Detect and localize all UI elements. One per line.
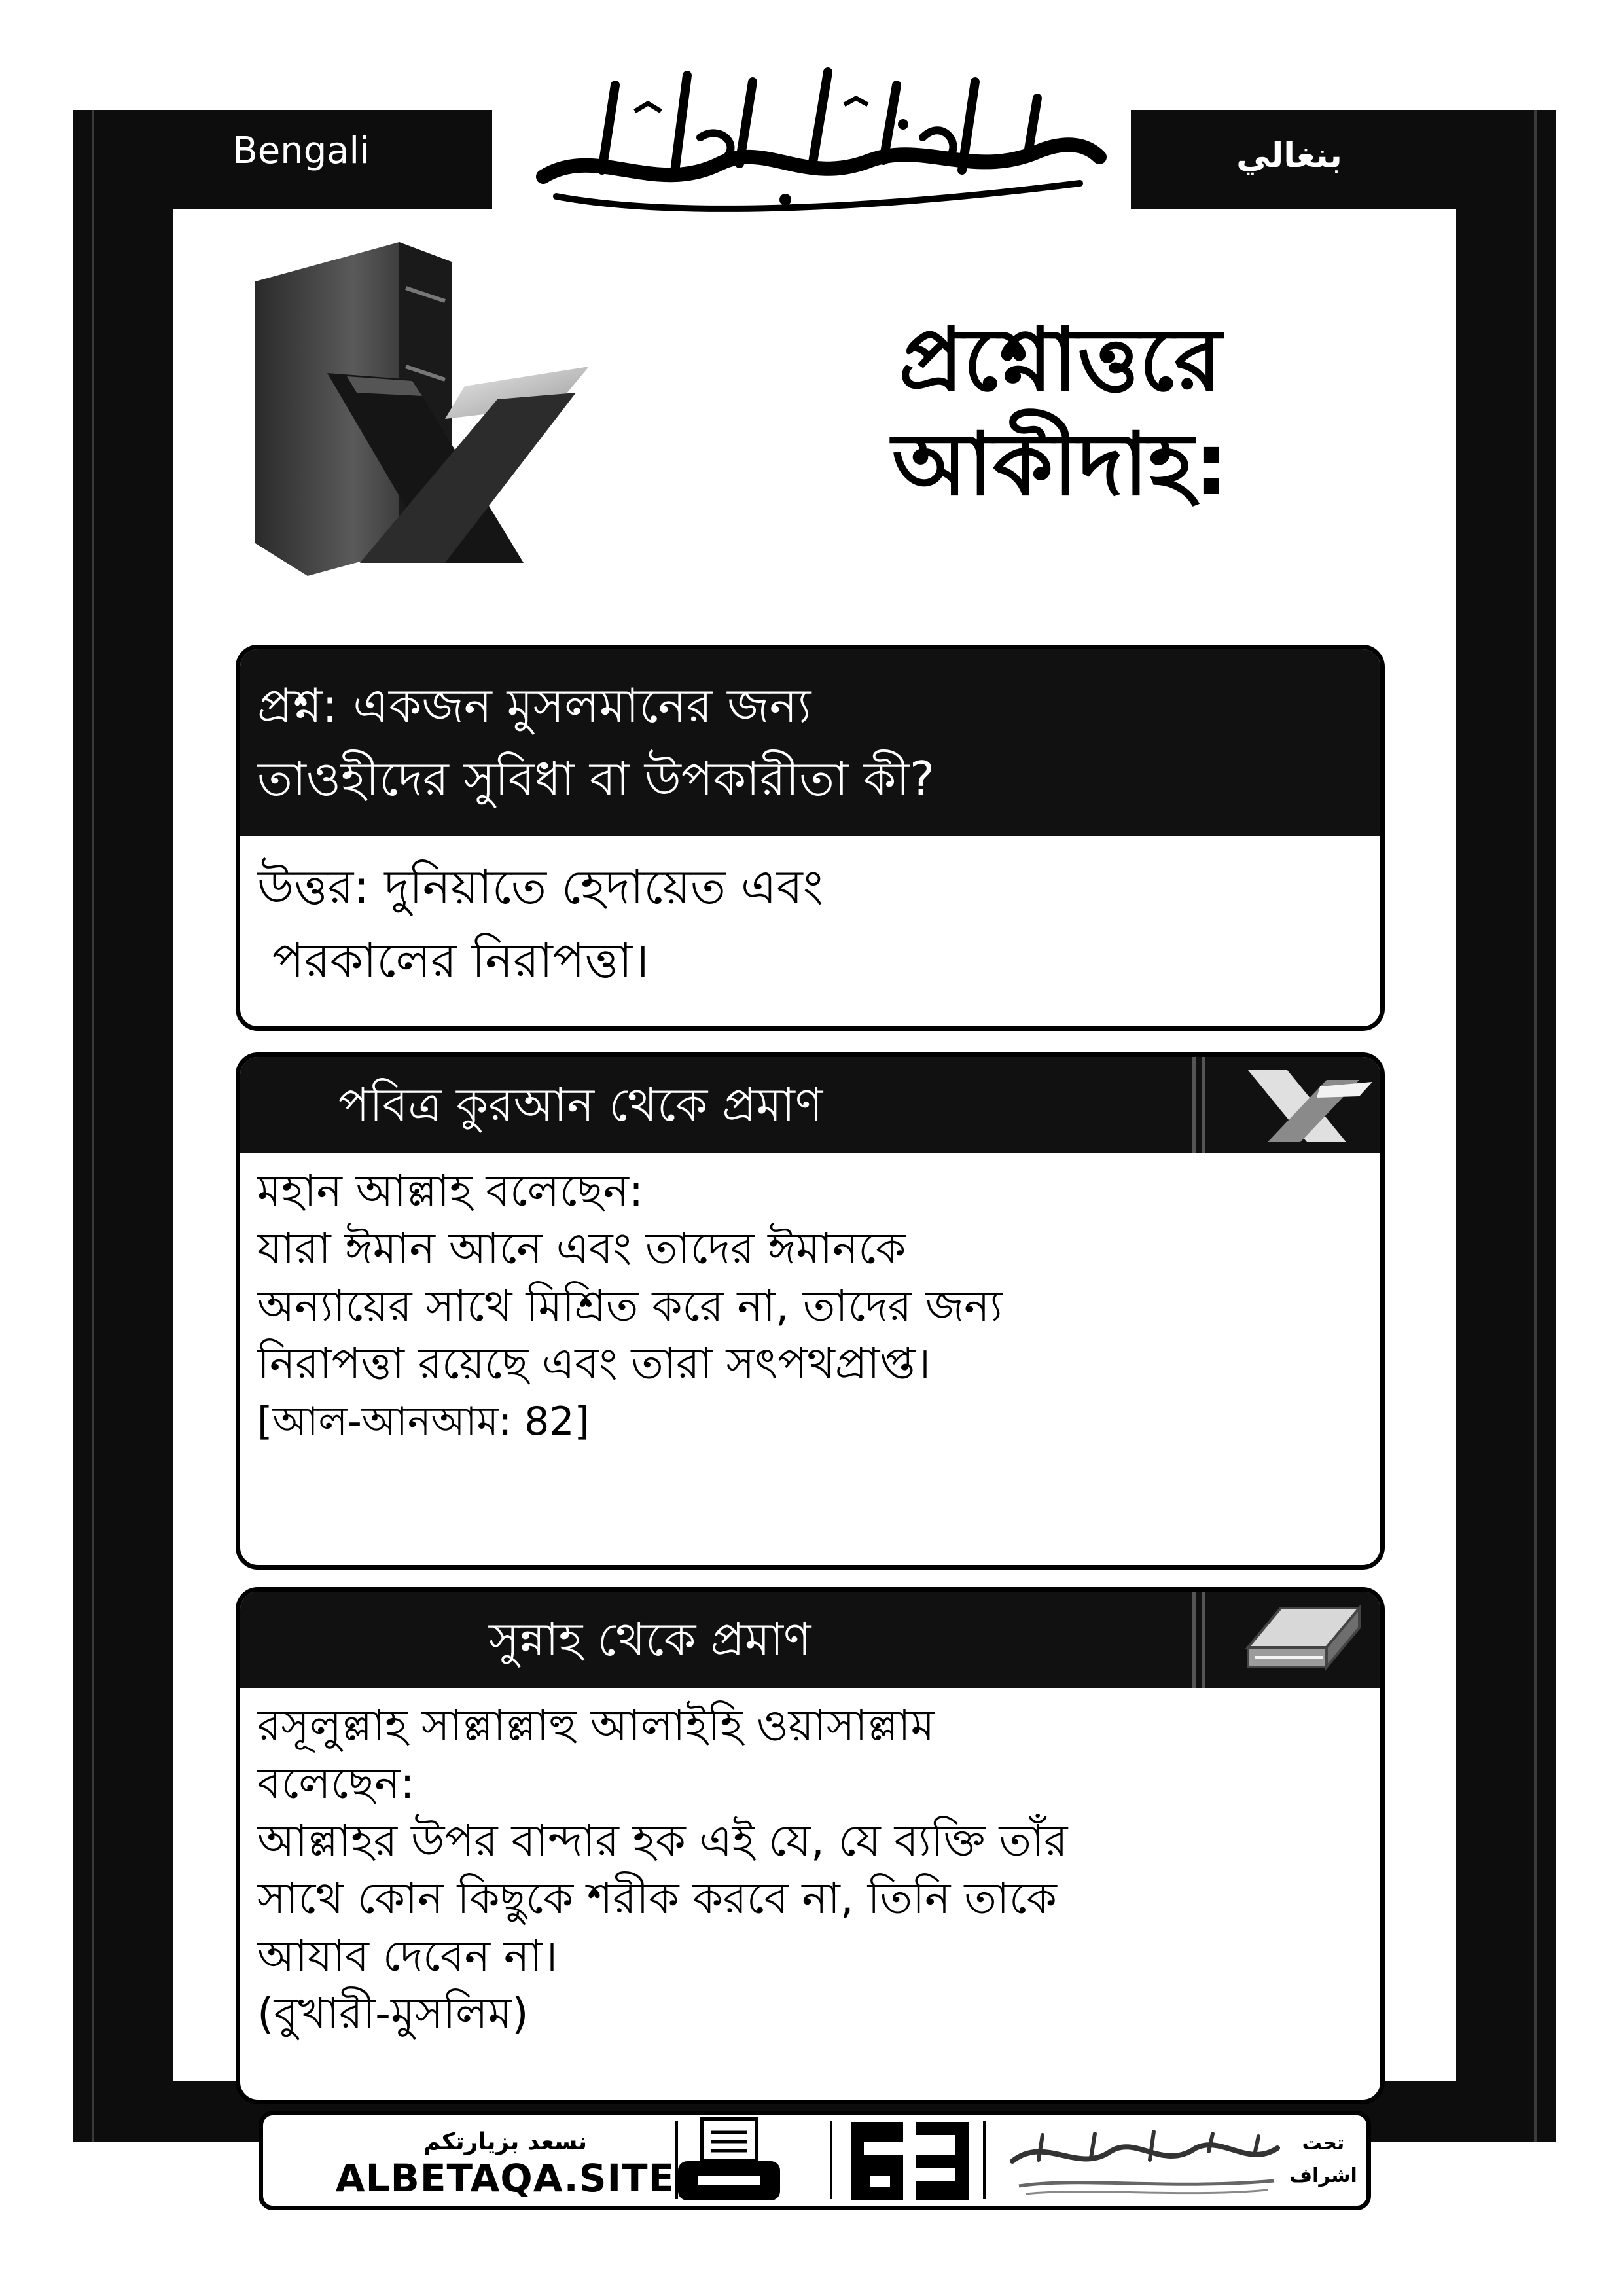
site-link[interactable]: ALBETAQA.SITE <box>335 2156 675 2200</box>
frame-left-bar <box>73 110 173 2142</box>
header-divider <box>1192 1592 1196 1688</box>
closed-book-icon <box>1202 1592 1385 1688</box>
basmala-calligraphy <box>504 46 1119 223</box>
question-line: প্রশ্ন: একজন মুসলমানের জন্য <box>257 678 812 733</box>
footer-divider <box>983 2121 986 2199</box>
sunnah-evidence-title: সুন্নাহ থেকে প্রমাণ <box>489 1613 812 1666</box>
sunnah-line: সাথে কোন কিছুকে শরীক করবে না, তিনি তাকে <box>257 1873 1057 1924</box>
frame-right-bar <box>1456 110 1556 2142</box>
page-title-line: প্রশ্নোত্তরে <box>899 310 1222 410</box>
visit-text: نسعد بزيارتكم <box>423 2128 588 2155</box>
quran-line: যারা ঈমান আনে এবং তাদের ঈমানকে <box>257 1223 906 1274</box>
supervision-label <box>1284 2127 1363 2193</box>
supervision-line: تحت <box>1302 2132 1345 2155</box>
page-title-line: আকীদাহ: <box>892 414 1228 515</box>
sunnah-line: আল্লাহর উপর বান্দার হক এই যে, যে ব্যক্তি তাঁর <box>257 1816 1068 1866</box>
supervision-line: اشراف <box>1289 2164 1357 2187</box>
dawa-waraqa-logo <box>844 2115 975 2207</box>
question-answer-card <box>236 645 1385 1031</box>
quran-book-icon <box>249 236 602 589</box>
frame-stripe <box>92 110 94 2142</box>
sunnah-line: বলেছেন: <box>257 1758 415 1808</box>
sunnah-line: রসূলুল্লাহ সাল্লাল্লাহু আলাইহি ওয়াসাল্লাম <box>257 1700 935 1751</box>
quran-evidence-title: পবিত্র কুরআন থেকে প্রমাণ <box>338 1078 823 1132</box>
book-stand-icon <box>1202 1057 1385 1153</box>
answer-text <box>257 850 823 997</box>
header-divider <box>1192 1057 1196 1153</box>
sunnah-evidence-card <box>236 1587 1385 2104</box>
footer-bar <box>259 2111 1371 2210</box>
quran-line: অন্যায়ের সাথে মিশ্রিত করে না, তাদের জন্য <box>257 1281 1003 1331</box>
sunnah-line: আযাব দেবেন না। <box>257 1931 558 1981</box>
quran-evidence-card <box>236 1052 1385 1570</box>
sunnah-evidence-text <box>257 1697 1067 2043</box>
sunnah-evidence-header <box>240 1592 1380 1688</box>
page-title <box>772 308 1348 517</box>
sunnah-line: (বুখারী-মুসলিম) <box>257 1988 529 2039</box>
quran-evidence-header <box>240 1057 1380 1153</box>
language-label-english: Bengali <box>232 130 370 172</box>
quran-evidence-text <box>257 1162 1003 1450</box>
question-text <box>257 669 935 816</box>
quran-line: মহান আল্লাহ বলেছেন: <box>257 1166 644 1216</box>
organization-calligraphy <box>999 2122 1287 2200</box>
quran-reference: [আল-আনআম: 82] <box>257 1399 590 1444</box>
question-header <box>240 649 1380 836</box>
footer-divider <box>830 2121 832 2199</box>
question-line: তাওহীদের সুবিধা বা উপকারীতা কী? <box>257 751 935 806</box>
printer-icon[interactable] <box>664 2115 794 2207</box>
answer-line: পরকালের নিরাপত্তা। <box>257 933 649 988</box>
language-label-arabic: بنغالي <box>1236 136 1342 175</box>
quran-line: নিরাপত্তা রয়েছে এবং তারা সৎপথপ্রাপ্ত। <box>257 1338 931 1389</box>
answer-line: উত্তর: দুনিয়াতে হেদায়েত এবং <box>257 859 823 914</box>
frame-stripe <box>1534 110 1537 2142</box>
